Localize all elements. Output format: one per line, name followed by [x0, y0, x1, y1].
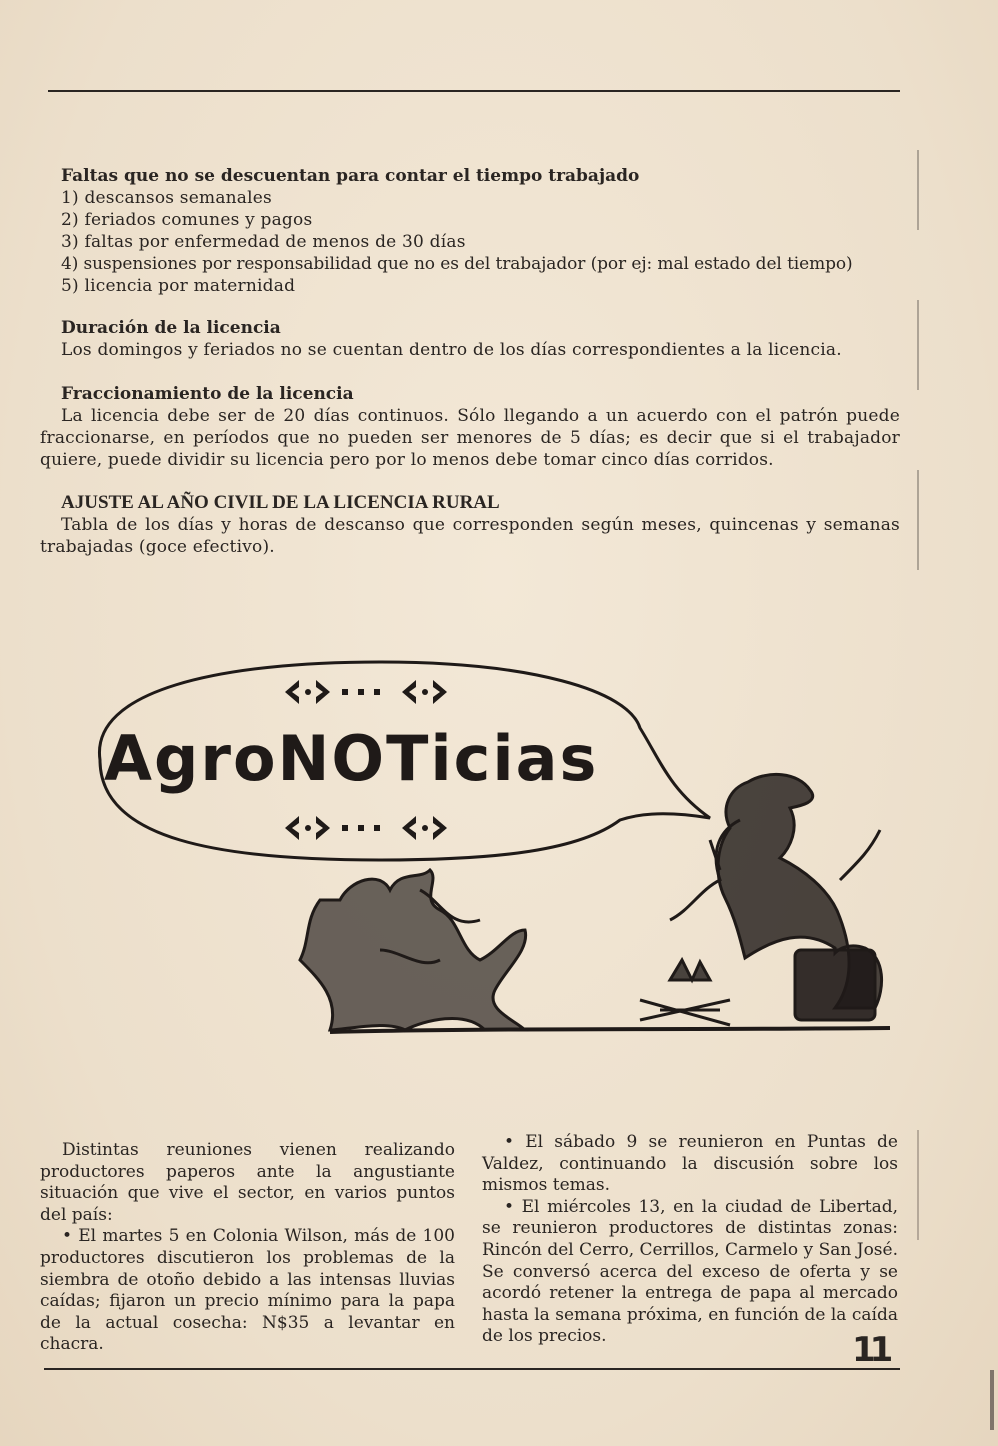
section-text: La licencia debe ser de 20 días continuos. Sólo llegando a un acuerdo con el patrón puede fraccionarse, en períodos que no pueden ser menores de 5 días; es decir que si el trabajador quiere, puede dividir su licencia pero por lo menos debe tomar cinco días corridos. [40, 406, 900, 470]
list-item: 4) suspensiones por responsabilidad que no es del trabajador (por ej: mal estado del tiempo) [61, 254, 853, 274]
agronoticias-illustration [80, 650, 910, 1050]
news-paragraph: • El miércoles 13, en la ciudad de Libertad, se reunieron productores de distintas zonas: Rincón del Cerro, Cerrillos, Carmelo y San José. Se conversó acerca del exceso de oferta y se acordó retener la entrega de papa al mercado hasta la semana próxima, en función de la caída de los precios. [482, 1196, 898, 1347]
section-heading: AJUSTE AL AÑO CIVIL DE LA LICENCIA RURAL [61, 492, 500, 513]
margin-mark [917, 1130, 919, 1240]
list-item: 5) licencia por maternidad [61, 276, 296, 296]
ornament-top-icon [285, 680, 447, 704]
ground-line [330, 1028, 890, 1032]
list-item: 1) descansos semanales [61, 188, 272, 208]
banner-title: AgroNOTicias [104, 722, 599, 795]
section-heading: Fraccionamiento de la licencia [61, 384, 354, 404]
news-paragraph: • El sábado 9 se reunieron en Puntas de Valdez, continuando la discusión sobre los mismos temas. [482, 1132, 898, 1196]
bottom-rule [44, 1368, 900, 1370]
list-item: 2) feriados comunes y pagos [61, 210, 313, 230]
list-item: 3) faltas por enfermedad de menos de 30 días [61, 232, 466, 252]
section-fraccionamiento [40, 383, 900, 471]
news-column-right [482, 1132, 898, 1348]
section-ajuste [40, 492, 900, 558]
margin-mark [917, 470, 919, 570]
section-faltas [40, 165, 900, 297]
section-heading: Duración de la licencia [61, 318, 281, 338]
news-paragraph: • El martes 5 en Colonia Wilson, más de 100 productores discutieron los problemas de la siembra de otoño debido a las intensas lluvias caídas; fijaron un precio mínimo para la papa de la actual cosecha: N$35 a levantar en chacra. [40, 1226, 455, 1355]
top-rule [48, 90, 900, 92]
section-text: Tabla de los días y horas de descanso que corresponden según meses, quincenas y semanas trabajadas (goce efectivo). [40, 515, 900, 557]
margin-mark [990, 1370, 994, 1430]
section-duracion [40, 317, 900, 361]
dog-figure-icon [300, 870, 526, 1030]
campfire-icon [640, 960, 730, 1025]
margin-mark [917, 300, 919, 390]
margin-mark [917, 150, 919, 230]
section-text: Los domingos y feriados no se cuentan dentro de los días correspondientes a la licencia. [61, 340, 842, 360]
ornament-bottom-icon [285, 816, 447, 840]
news-column-left [40, 1140, 455, 1356]
news-paragraph: Distintas reuniones vienen realizando productores paperos ante la angustiante situación que vive el sector, en varios puntos del país: [40, 1140, 455, 1225]
page-number: 11 [852, 1330, 888, 1370]
section-heading: Faltas que no se descuentan para contar el tiempo trabajado [61, 166, 640, 186]
